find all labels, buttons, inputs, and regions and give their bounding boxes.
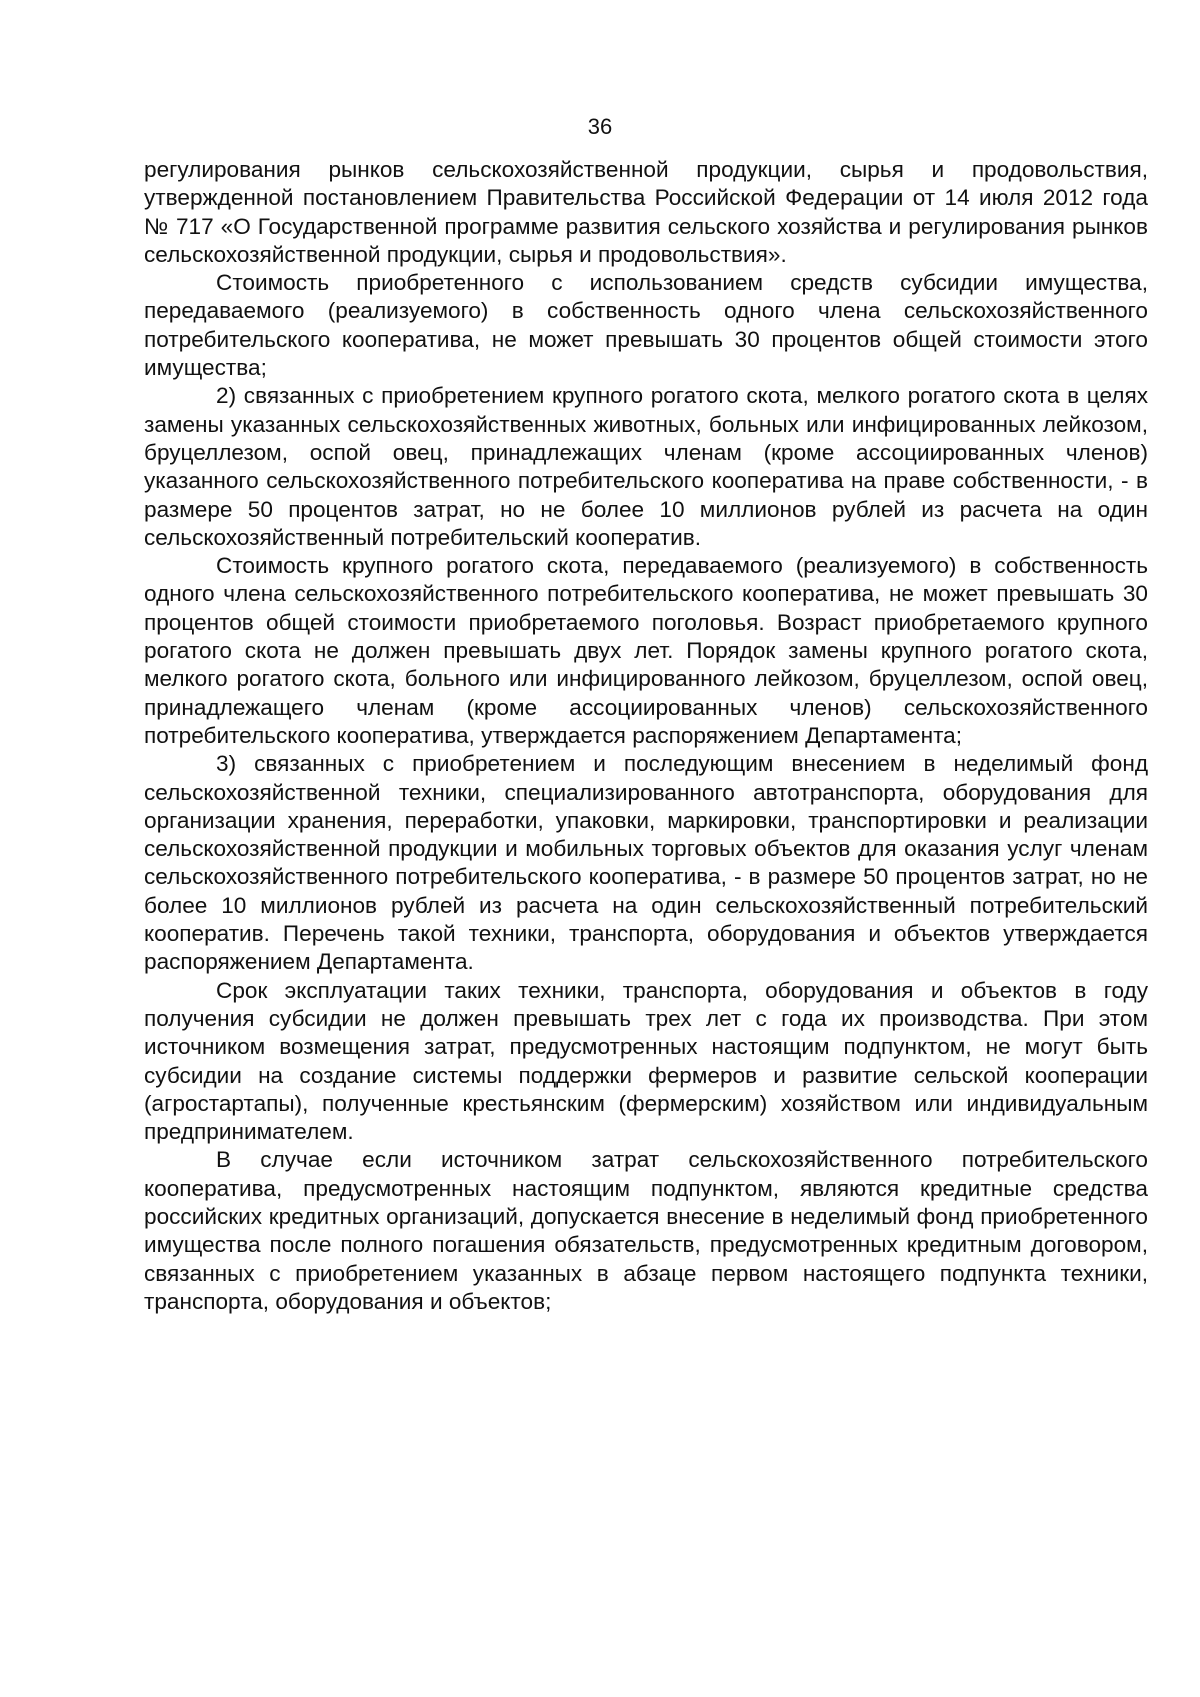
paragraph-2: Стоимость приобретенного с использованием средств субсидии имущества, передаваемого (реализуемого) в собственность одного члена сельскохозяйственного потребительского кооператива, не может превышать 30 процентов общей стоимости этого имущества; — [144, 270, 1148, 381]
paragraph-6: Срок эксплуатации таких техники, транспорта, оборудования и объектов в году получения субсидии не должен превышать трех лет с года их производства. При этом источником возмещения затрат, предусмотренных настоящим подпунктом, не могут быть субсидии на создание системы поддержки фермеров и развитие сельской кооперации (агростартапы), полученные крестьянским (фермерским) хозяйством или индивидуальным предпринимателем. — [144, 977, 1148, 1145]
paragraph-4: Стоимость крупного рогатого скота, передаваемого (реализуемого) в собственность одного члена сельскохозяйственного потребительского кооператива, не может превышать 30 процентов общей стоимости приобретаемого поголовья. Возраст приобретаемого крупного рогатого скота не должен превышать двух лет. Порядок замены крупного рогатого скота, мелкого рогатого скота, больного или инфицированного лейкозом, бруцеллезом, оспой овец, принадлежащего членам (кроме ассоциированных членов) сельскохозяйственного потребительского кооператива, утверждается распоряжением Департамента; — [144, 553, 1148, 748]
paragraph-1: регулирования рынков сельскохозяйственной продукции, сырья и продовольствия, утвержденной постановлением Правительства Российской Федерации от 14 июля 2012 года № 717 «О Государственной программе развития сельского хозяйства и регулирования рынков сельскохозяйственной продукции, сырья и продовольствия». — [144, 157, 1148, 267]
paragraph-5: 3) связанных с приобретением и последующим внесением в неделимый фонд сельскохозяйственной техники, специализированного автотранспорта, оборудования для организации хранения, переработки, упаковки, маркировки, транспортировки и реализации сельскохозяйственной продукции и мобильных торговых объектов для оказания услуг членам сельскохозяйственного потребительского кооператива, - в размере 50 процентов затрат, но не более 10 миллионов рублей из расчета на один сельскохозяйственный потребительский кооператив. Перечень такой техники, транспорта, оборудования и объектов утверждается распоряжением Департамента. — [144, 751, 1148, 975]
page-number: 36 — [587, 114, 613, 139]
paragraph-3: 2) связанных с приобретением крупного рогатого скота, мелкого рогатого скота в целях замены указанных сельскохозяйственных животных, больных или инфицированных лейкозом, бруцеллезом, оспой овец, принадлежащих членам (кроме ассоциированных членов) указанного сельскохозяйственного потребительского кооператива на праве собственности, - в размере 50 процентов затрат, но не более 10 миллионов рублей из расчета на один сельскохозяйственный потребительский кооператив. — [144, 383, 1148, 550]
document-body — [144, 156, 1148, 1316]
paragraph-7: В случае если источником затрат сельскохозяйственного потребительского кооператива, предусмотренных настоящим подпунктом, являются кредитные средства российских кредитных организаций, допускается внесение в неделимый фонд приобретенного имущества после полного погашения обязательств, предусмотренных кредитным договором, связанных с приобретением указанных в абзаце первом настоящего подпункта техники, транспорта, оборудования и объектов; — [144, 1147, 1148, 1314]
